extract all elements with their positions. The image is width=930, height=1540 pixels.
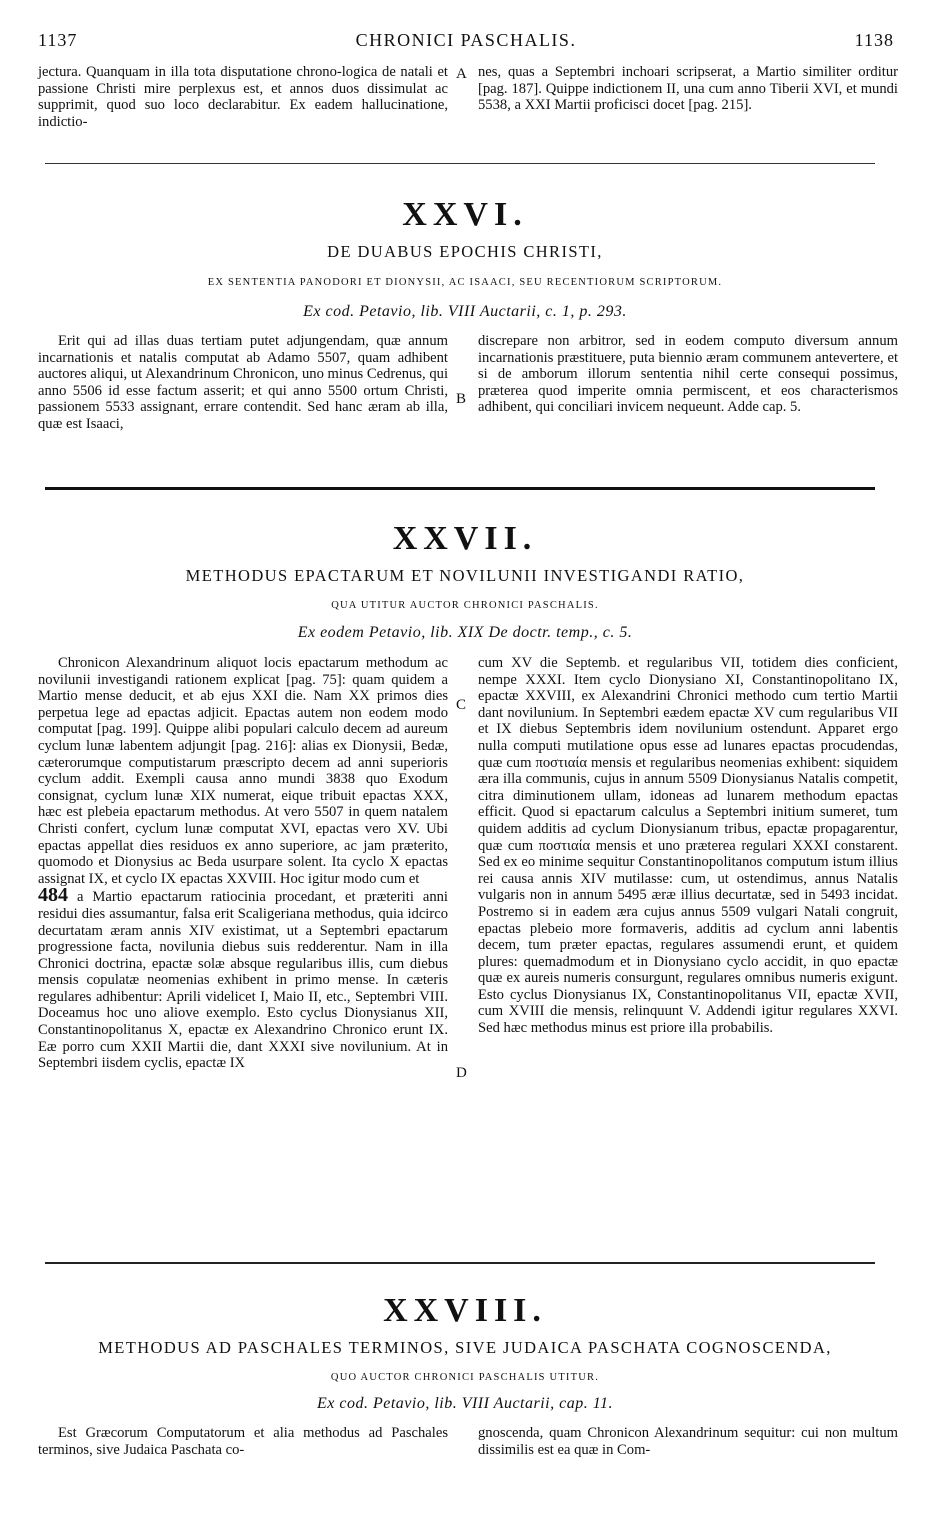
section-right-column [478, 333, 898, 416]
divider-rule [45, 1262, 875, 1264]
section-right-column [478, 655, 898, 1037]
section-source: Ex cod. Petavio, lib. VIII Auctarii, cap. 11. [316, 1395, 614, 1412]
section-title: DE DUABUS EPOCHIS CHRISTI, [327, 242, 603, 261]
section-left-column [38, 333, 448, 433]
divider-rule [45, 487, 875, 490]
section-xxviii-columns [38, 1425, 898, 1465]
section-right-text: cum XV die Septemb. et regularibus VII, totidem dies conficient, nempe XXXI. Item cyclo Dionysiano XI, Constantinopolitano IX, epactæ XXVIII, ex Alexandrini Chronici methodo cum tertio Martii dant novilunium. In Septembri eædem epactæ XV cum regularibus VII et IX diebus Septembris idem novilunium ostendunt. Apparet ergo nulla computi mutilatione opus esse ad lunares epactas procudendas, quæ cum ποστιαία mensis et regularibus neomenias exhibent: siquidem æra illa communis, cujus in annum 5509 Dionysianus Natalis competit, citra diminutionem ullam, idoneas ad lunarem methodum epactas efficit. Quod si epactarum calculus a Septembri initium sumeret, tum quidem additis ad cyclum Dionysianum tribus, epactæ propagarentur, quæ cum ποστιαία mensis et uno præterea regulari XXXI constarent. Sed ex eo minime sequitur Constantinopolitanos computum istum illius rei causa annis XIV mutilasse: cum, ut ostendimus, annus Natalis vulgaris non in annum 5495 æræ illius decurtatæ, sed in 5493 incidat. Postremo si in eadem æra cujus annus 5509 vulgari Natali congruit, epactas plebeio more formaveris, additis ad cyclum anni labentis decem, tum præter epactas, regulares assumendi erunt, et quidem plures: quemadmodum et in Dionysiano cyclo accidit, in quo epactæ quæ ex aureis numeris consurgunt, regulares omnibus numeris exigunt. Esto cyclus Dionysianus IX, Constantinopolitanus VII, epactæ XVII, cum XVIII die mensis, relinquunt V. Addendi igitur regulares XXVI. Sed hæc methodus minus est priore illa probabilis. [478, 655, 898, 1037]
section-left-column [38, 655, 448, 1072]
intro-right-column [478, 64, 898, 114]
margin-marker-a: A [456, 66, 467, 82]
section-left-text: Chronicon Alexandrinum aliquot locis epactarum methodum ac novilunii investigandi rationem explicat [pag. 75]: quam quidem a Martio mense deducit, et ab ejus XXI die. Nam XX primos dies perpetua lege ad epactas adjicit. Epactas autem non eodem modo computat [pag. 199]. Quippe alibi populari calculo decem ad aureum cyclum lunæ labentem adjungit [pag. 216]: alias ex Dionysii, Bedæ, cæterorumque computistarum præscripto decem ad anni superioris cyclum addit. Exempli causa anno mundi 3838 quo Exodum consignat, cyclum lunæ XIX numerat, eique tribuit epactas XXX, hæc est plebeia epactarum methodus. At vero 5507 in quem natalem Christi confert, cyclum lunæ computat XVI, epactas vero XV. Ubi epactas appellat dies residuos ex anno superiore, ac jam præterito, quomodo et Dionysius ac Beda usurpare solent. Ita cyclo X epactas assignat IX, et cyclo IX epactas XXVIII. Hoc igitur modo cum et [38, 655, 448, 887]
section-number: XXVII. [392, 520, 538, 557]
running-head [38, 30, 894, 60]
margin-marker-b: B [456, 391, 467, 407]
section-subtitle: EX SENTENTIA PANODORI ET DIONYSII, AC ISAACI, SEU RECENTIORUM SCRIPTORUM. [207, 277, 723, 288]
section-right-text: gnoscenda, quam Chronicon Alexandrinum sequitur: cui non multum dissimilis est ea quæ in Com- [478, 1425, 898, 1458]
margin-marker-c: C [456, 697, 467, 713]
section-xxvi-columns [38, 333, 898, 461]
intro-left-text: jectura. Quanquam in illa tota disputatione chrono-logica de natali et passione Christi mire perplexus est, et annos duos dissimulat ac supprimit, quod suo loco declarabitur. Ex eadem hallucinatione, indictio- [38, 64, 448, 130]
section-source: Ex eodem Petavio, lib. XIX De doctr. temp., c. 5. [297, 624, 633, 641]
section-left-text-continued [38, 884, 448, 1072]
section-subtitle: QUA UTITUR AUCTOR CHRONICI PASCHALIS. [331, 600, 599, 611]
section-subtitle: QUO AUCTOR CHRONICI PASCHALIS UTITUR. [330, 1372, 600, 1383]
section-right-text: discrepare non arbitror, sed in eodem computo diversum annum incarnationis præstituere, puta biennio æram communem antevertere, et si de amborum illorum sententia nihil certe consequi possimus, præterea quod imperite omnia permiscent, et eos characterismos adhibent, qui conciliari invicem nequeunt. Adde cap. 5. [478, 333, 898, 416]
divider-rule [45, 163, 875, 164]
section-source: Ex cod. Petavio, lib. VIII Auctarii, c. 1, p. 293. [303, 303, 627, 320]
section-left-column [38, 1425, 448, 1458]
section-left-text: Erit qui ad illas duas tertiam putet adjungendam, quæ annum incarnationis et natalis computat ab Adamo 5507, quam adhibent auctores aliqui, ut Alexandrinum Chronicon, uno minus Cedrenus, qui anno 5506 id esse factum asserit; et qui anno 5500 ortum Christi, passionem 5533 assignant, errare contendit. Sed hanc æram ab illa, quæ est Isaaci, [38, 333, 448, 432]
intro-left-column [38, 64, 448, 130]
section-title: METHODUS EPACTARUM ET NOVILUNII INVESTIGANDI RATIO, [185, 566, 745, 585]
section-right-column [478, 1425, 898, 1458]
section-xxvii-columns [38, 655, 898, 1245]
section-number: XXVI. [402, 196, 528, 233]
edition-page-marker: 484 [38, 884, 68, 907]
page-number-left: 1137 [38, 30, 78, 50]
section-title: METHODUS AD PASCHALES TERMINOS, SIVE JUDAICA PASCHATA COGNOSCENDA, [98, 1338, 832, 1357]
margin-marker-d: D [456, 1065, 467, 1081]
running-title: CHRONICI PASCHALIS. [355, 30, 577, 50]
section-left-text-part2: a Martio epactarum ratiocinia procedant, et præteriti anni residui dies assumantur, falsa erit Scaligeriana methodus, quia idcirco decurtatam æram annis XIV existimat, ut a Septembri epactarum progressione facta, novilunia diebus suis redderentur. Nam in illa Chronici doctrina, epactæ solæ absque regularibus illis, cum diebus mensis copulatæ neomenias exhibent in primo mense. In cæteris regulares adhibentur: Aprili videlicet I, Maio II, etc., Septembri VIII. Doceamus hoc uno aliove exemplo. Esto cyclus Dionysianus XII, Constantinopolitanus X, epactæ ex Alexandrino Chronico erunt IX. Eæ porro cum XXII Martii die, dant XXXI sive novilunium. At in Septembri iisdem cyclis, epactæ IX [38, 889, 448, 1072]
section-left-text: Est Græcorum Computatorum et alia methodus ad Paschales terminos, sive Judaica Paschata co- [38, 1425, 448, 1458]
section-number: XXVIII. [383, 1292, 547, 1329]
page-number-right: 1138 [854, 30, 894, 50]
intro-right-text: nes, quas a Septembri inchoari scripserat, a Martio similiter orditur [pag. 187]. Quippe indictionem II, una cum anno Tiberii XVI, et mundi 5538, a XXI Martii proficisci docet [pag. 215]. [478, 64, 898, 114]
intro-columns [38, 64, 898, 140]
